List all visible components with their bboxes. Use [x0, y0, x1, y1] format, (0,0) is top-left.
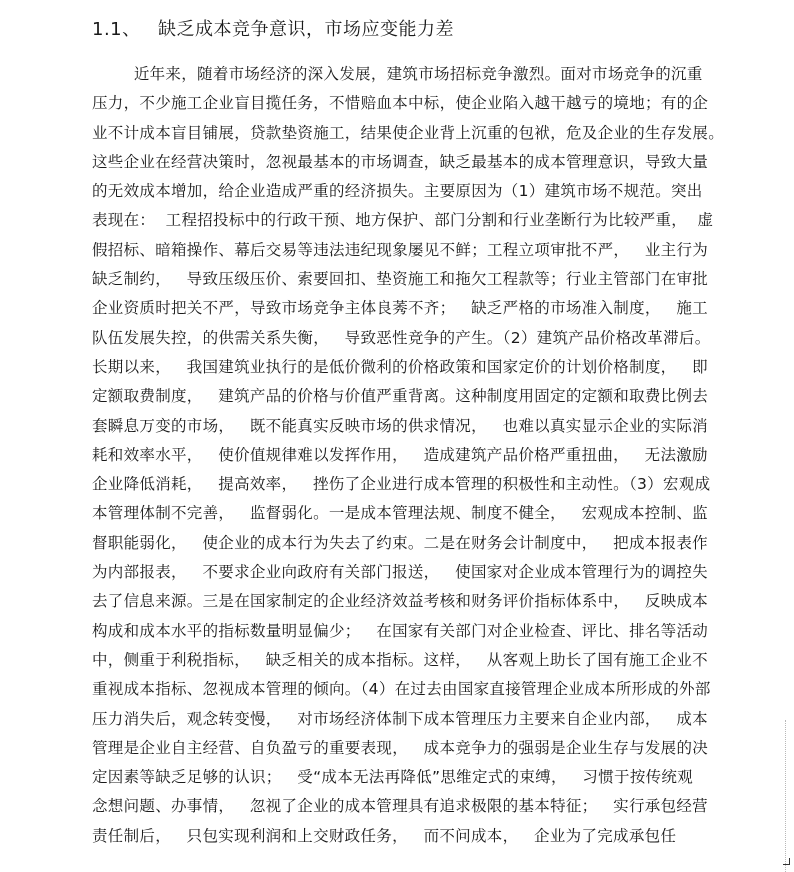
text-line: 业不计成本盲目铺展，贷款垫资施工，结果使企业背上沉重的包袱，危及企业的生存发展。 [92, 123, 725, 142]
body-paragraph [92, 60, 725, 851]
text-line: 企业资质时把关不严，导致市场竞争主体良莠不齐； 缺乏严格的市场准入制度， 施工 [92, 299, 708, 318]
text-line: 定因素等缺乏足够的认识； 受“成本无法再降低”思维定式的束缚， 习惯于按传统观 [92, 768, 694, 787]
text-line: 这些企业在经营决策时，忽视最基本的市场调查，缺乏最基本的成本管理意识，导致大量 [92, 152, 709, 171]
section-heading [92, 16, 454, 44]
page-corner-mark [783, 858, 790, 865]
text-line: 构成和成本水平的指标数量明显偏少； 在国家有关部门对企业检查、评比、排名等活动 [92, 621, 709, 640]
text-line: 督职能弱化， 使企业的成本行为失去了约束。二是在财务会计制度中， 把成本报表作 [92, 533, 708, 552]
text-line: 缺乏制约， 导致压级压价、索要回扣、垫资施工和拖欠工程款等；行业主管部门在审批 [92, 270, 709, 289]
text-line: 念想问题、办事情， 忽视了企业的成本管理具有追求极限的基本特征； 实行承包经营 [92, 797, 708, 816]
text-line: 压力，不少施工企业盲目揽任务，不惜赔血本中标，使企业陷入越干越亏的境地；有的企 [92, 94, 709, 113]
text-line: 管理是企业自主经营、自负盈亏的重要表现， 成本竞争力的强弱是企业生存与发展的决 [92, 738, 709, 757]
text-line: 表现在： 工程招投标中的行政干预、地方保护、部门分割和行业垄断行为比较严重， 虚 [92, 211, 714, 230]
text-line: 压力消失后，观念转变慢， 对市场经济体制下成本管理压力主要来自企业内部， 成本 [92, 709, 708, 728]
section-title: 缺乏成本竞争意识，市场应变能力差 [158, 19, 454, 40]
text-line: 套瞬息万变的市场， 既不能真实反映市场的供求情况， 也难以真实显示企业的实际消 [92, 416, 708, 435]
page-edge-guide [785, 720, 792, 872]
text-line: 本管理体制不完善， 监督弱化。一是成本管理法规、制度不健全， 宏观成本控制、监 [92, 504, 708, 523]
text-line: 假招标、暗箱操作、幕后交易等违法违纪现象屡见不鲜；工程立项审批不严， 业主行为 [92, 240, 709, 259]
text-line: 耗和效率水平， 使价值规律难以发挥作用， 造成建筑产品价格严重扭曲， 无法激励 [92, 445, 708, 464]
text-line: 重视成本指标、忽视成本管理的倾向。（4）在过去由国家直接管理企业成本所形成的外部 [92, 680, 711, 699]
text-line: 责任制后， 只包实现利润和上交财政任务， 而不问成本， 企业为了完成承包任 [92, 826, 677, 845]
text-line: 的无效成本增加，给企业造成严重的经济损失。主要原因为（1）建筑市场不规范。突出 [92, 182, 703, 201]
text-line: 去了信息来源。三是在国家制定的企业经济效益考核和财务评价指标体系中， 反映成本 [92, 592, 709, 611]
text-line: 中，侧重于利税指标， 缺乏相关的成本指标。这样， 从客观上助长了国有施工企业不 [92, 650, 708, 669]
text-line: 为内部报表， 不要求企业向政府有关部门报送， 使国家对企业成本管理行为的调控失 [92, 563, 708, 582]
text-line: 长期以来， 我国建筑业执行的是低价微利的价格政策和国家定价的计划价格制度， 即 [92, 357, 708, 376]
text-line: 企业降低消耗， 提高效率， 挫伤了企业进行成本管理的积极性和主动性。（3）宏观成 [92, 475, 711, 494]
text-line: 队伍发展失控，的供需关系失衡， 导致恶性竞争的产生。（2）建筑产品价格改革滞后。 [92, 328, 711, 347]
text-line: 近年来，随着市场经济的深入发展，建筑市场招标竞争激烈。面对市场竞争的沉重 [92, 65, 703, 83]
text-line: 定额取费制度， 建筑产品的价格与价值严重背离。这种制度用固定的定额和取费比例去 [92, 387, 709, 406]
section-number: 1.1、 [92, 19, 141, 40]
